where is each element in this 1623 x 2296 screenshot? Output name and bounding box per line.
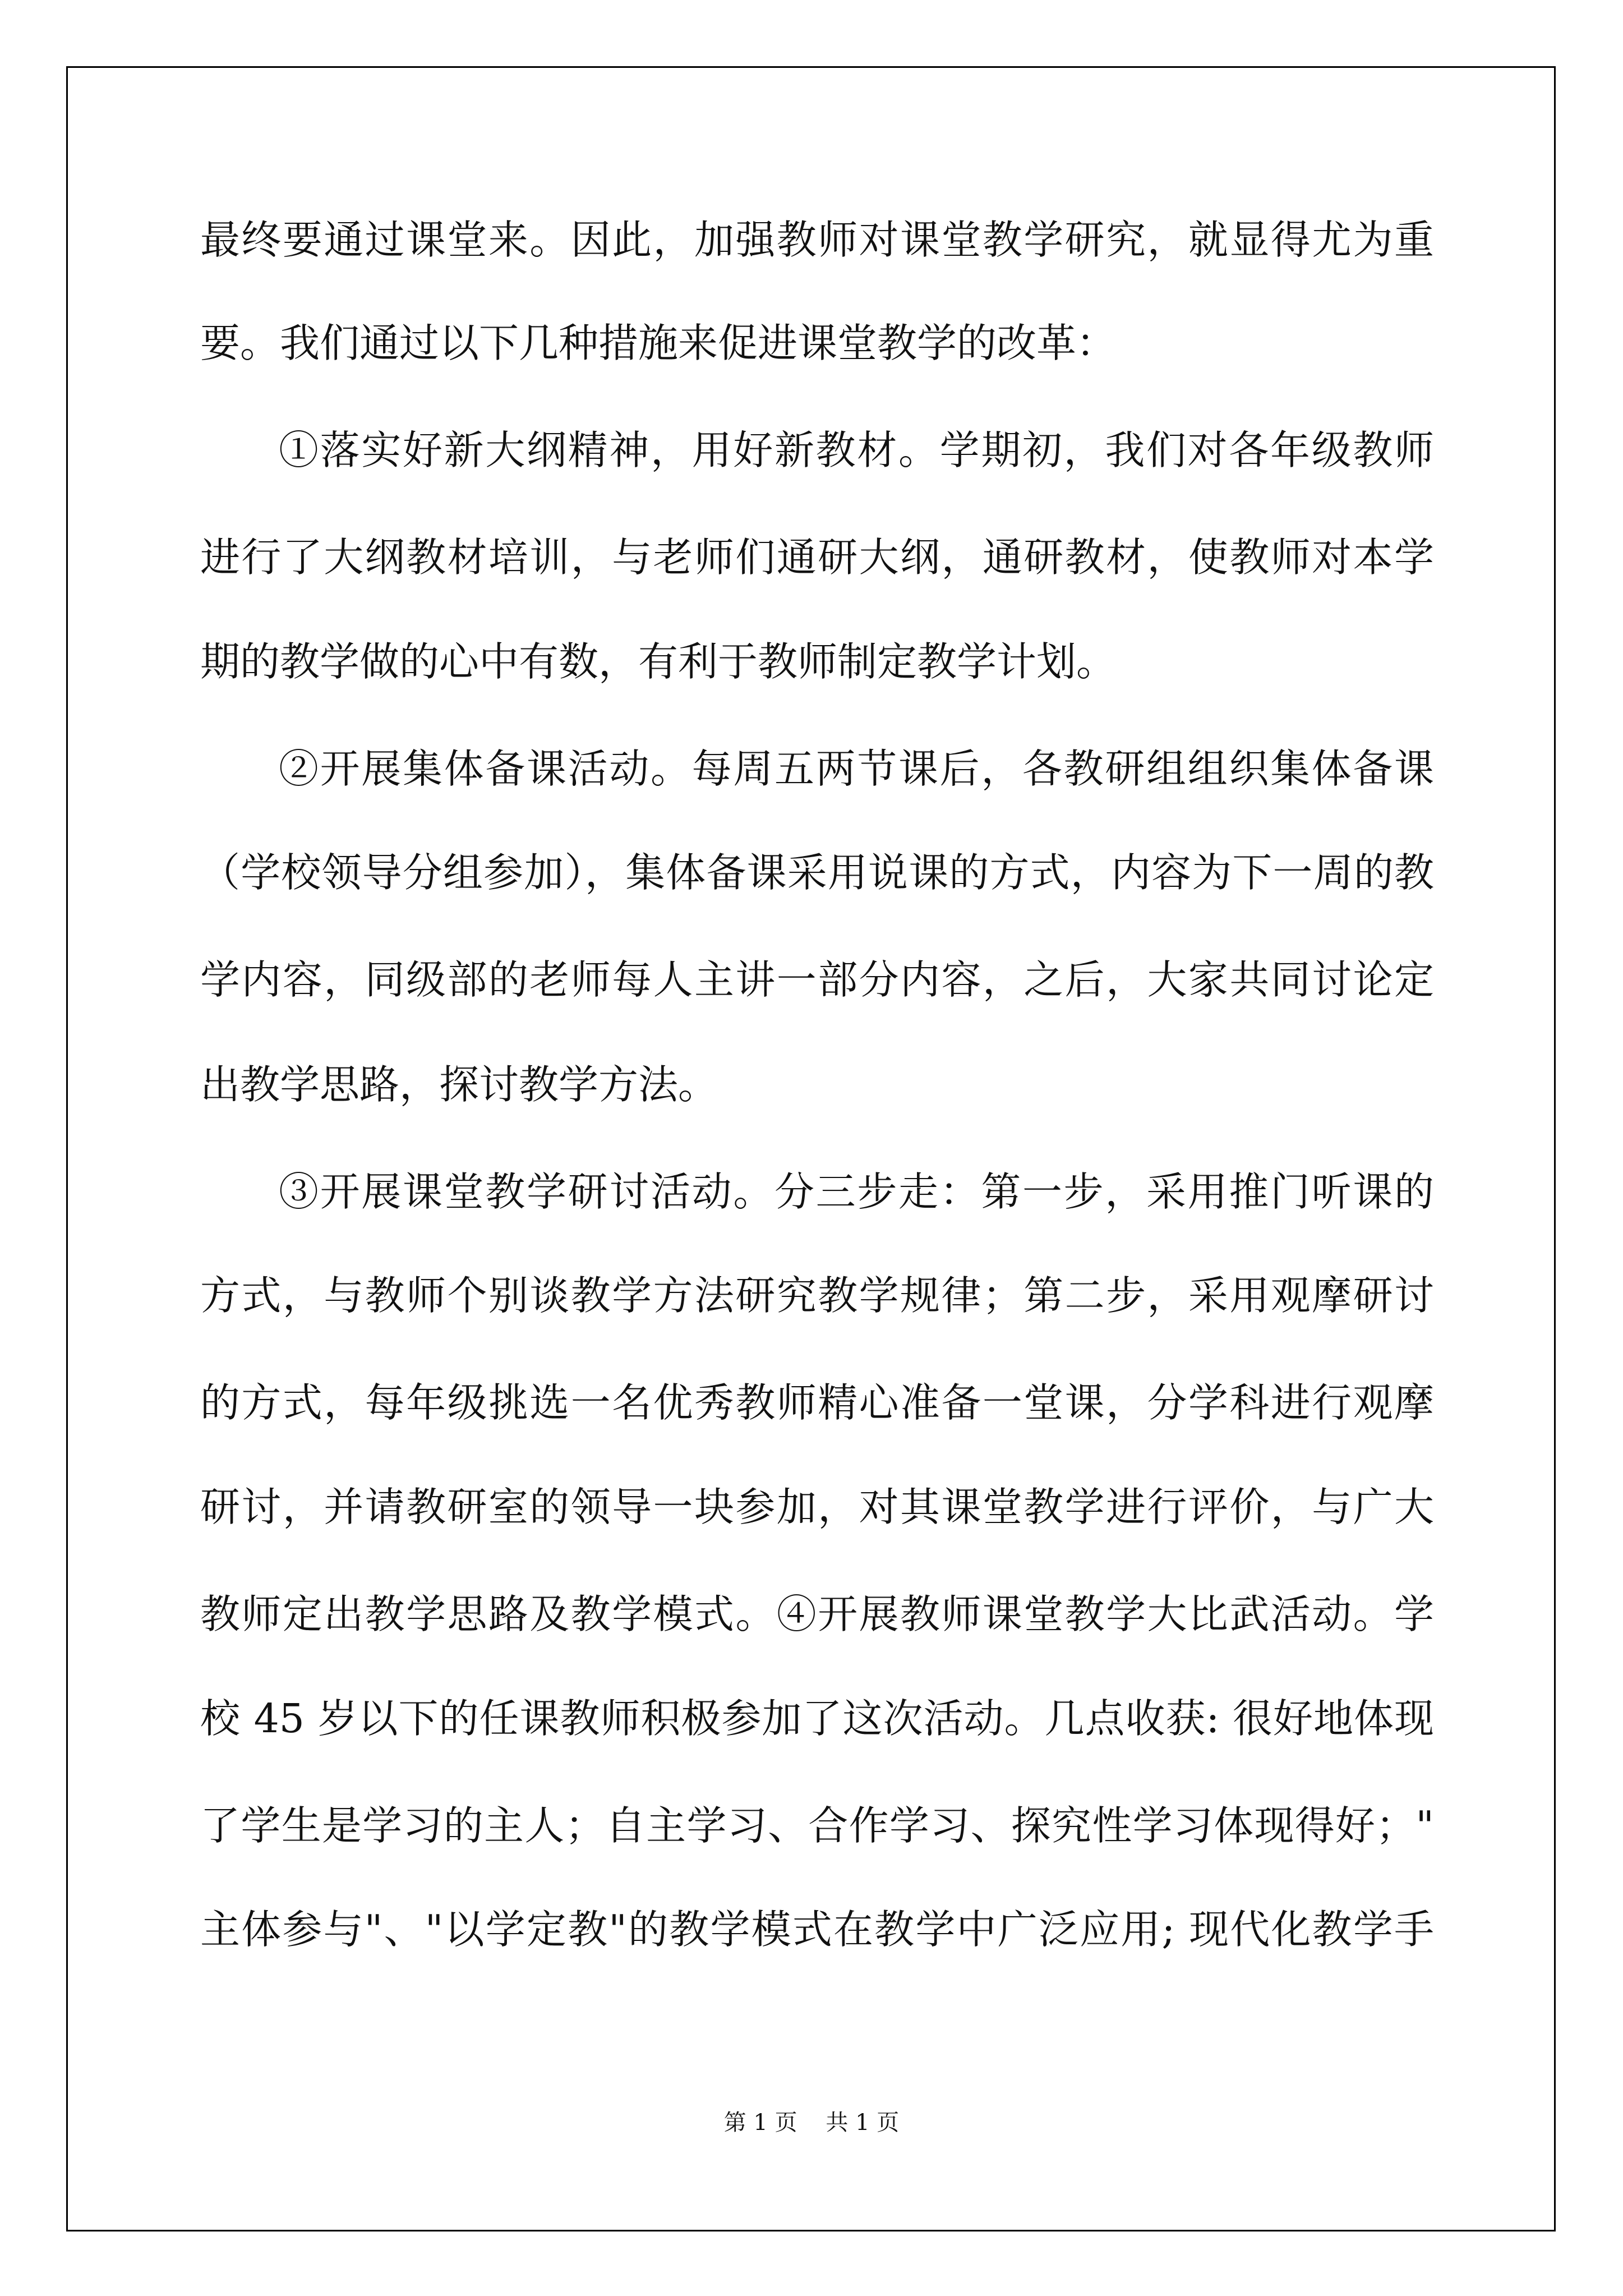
text-line: 教师定出教学思路及教学模式。④开展教师课堂教学大比武活动。学: [200, 1591, 1434, 1637]
text-line: 方式，与教师个别谈教学方法研究教学规律；第二步，采用观摩研讨: [200, 1272, 1434, 1319]
text-line: 的方式，每年级挑选一名优秀教师精心准备一堂课，分学科进行观摩: [200, 1379, 1434, 1426]
text-line: 要。我们通过以下几种措施来促进课堂教学的改革：: [200, 320, 1117, 366]
text-line: 出教学思路，探讨教学方法。: [200, 1061, 718, 1108]
text-line: ③开展课堂教学研讨活动。分三步走：第一步，采用推门听课的: [279, 1168, 1434, 1215]
page-number-footer: 第 1 页 共 1 页: [723, 2110, 900, 2136]
text-line: 进行了大纲教材培训，与老师们通研大纲，通研教材，使教师对本学: [200, 534, 1434, 581]
text-line: 学内容，同级部的老师每人主讲一部分内容，之后，大家共同讨论定: [200, 956, 1434, 1003]
text-line: 研讨，并请教研室的领导一块参加，对其课堂教学进行评价，与广大: [200, 1484, 1434, 1530]
text-line: 主体参与"、"以学定教"的教学模式在教学中广泛应用; 现代化教学手: [200, 1906, 1434, 1953]
text-line: （学校领导分组参加），集体备课采用说课的方式，内容为下一周的教: [200, 849, 1434, 896]
text-line: 了学生是学习的主人；自主学习、合作学习、探究性学习体现得好；": [200, 1802, 1434, 1849]
text-line: ②开展集体备课活动。每周五两节课后，各教研组组织集体备课: [279, 746, 1434, 792]
text-line: ①落实好新大纲精神，用好新教材。学期初，我们对各年级教师: [279, 427, 1434, 473]
text-line: 期的教学做的心中有数，有利于教师制定教学计划。: [200, 638, 1117, 685]
text-line: 校 45 岁以下的任课教师积极参加了这次活动。几点收获: 很好地体现: [200, 1695, 1434, 1742]
text-line: 最终要通过课堂来。因此，加强教师对课堂教学研究，就显得尤为重: [200, 217, 1434, 263]
